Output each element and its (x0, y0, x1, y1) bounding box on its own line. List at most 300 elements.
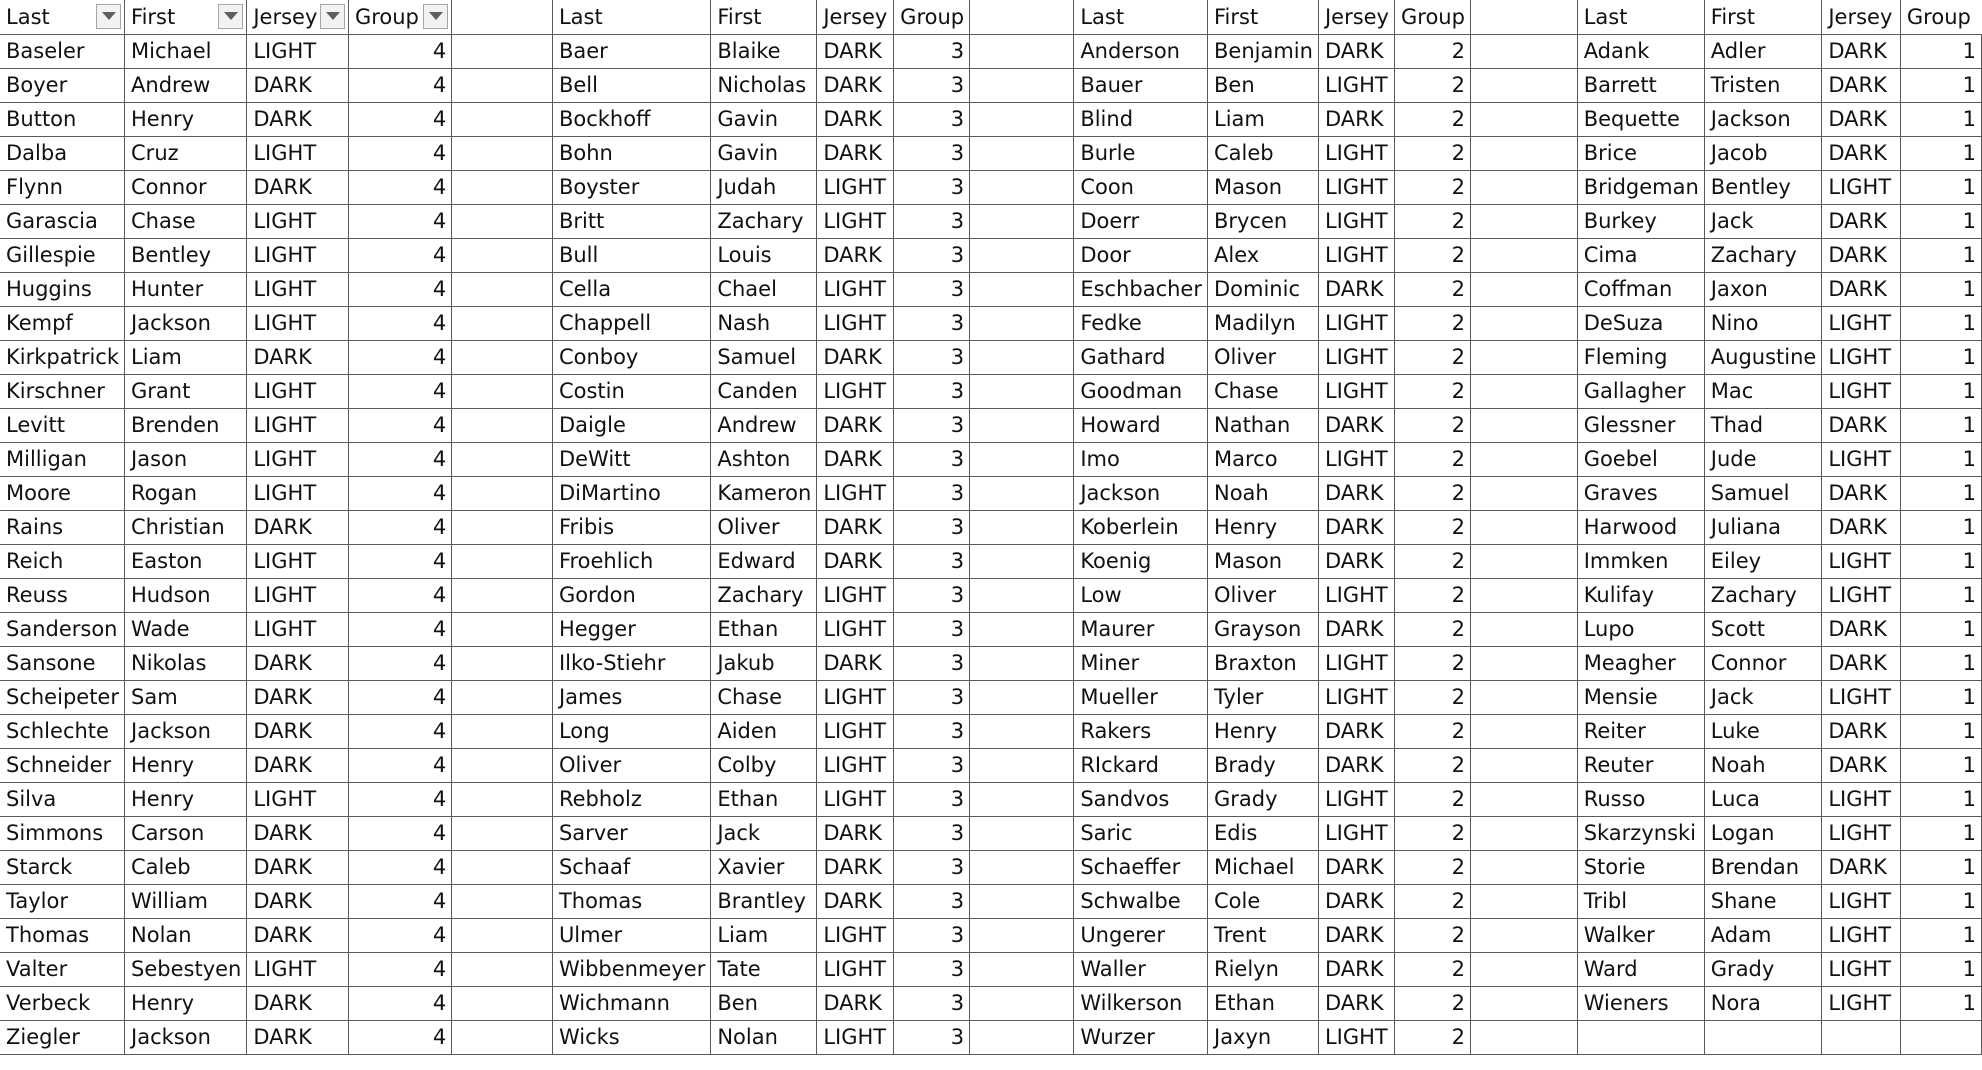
cell[interactable]: Simmons (0, 816, 125, 850)
cell[interactable]: 2 (1395, 1020, 1471, 1054)
cell[interactable]: DARK (1822, 510, 1901, 544)
cell[interactable]: 3 (894, 1020, 970, 1054)
cell[interactable]: LIGHT (1318, 442, 1394, 476)
empty-cell[interactable] (1470, 136, 1577, 170)
cell[interactable]: DARK (1318, 918, 1394, 952)
cell[interactable]: LIGHT (247, 442, 349, 476)
cell[interactable]: 1 (1900, 306, 1981, 340)
cell[interactable]: 4 (348, 952, 451, 986)
cell[interactable]: LIGHT (247, 952, 349, 986)
cell[interactable]: Blaike (711, 34, 817, 68)
cell[interactable]: Baseler (0, 34, 125, 68)
cell[interactable]: 2 (1395, 850, 1471, 884)
cell[interactable] (1704, 1020, 1822, 1054)
header-jersey[interactable]: Jersey (1822, 0, 1901, 34)
cell[interactable]: LIGHT (247, 34, 349, 68)
empty-cell[interactable] (970, 986, 1074, 1020)
cell[interactable]: LIGHT (247, 204, 349, 238)
header-group[interactable]: Group (348, 0, 451, 34)
cell[interactable]: LIGHT (817, 1020, 894, 1054)
cell[interactable]: DARK (817, 102, 894, 136)
cell[interactable]: Ethan (1208, 986, 1319, 1020)
cell[interactable]: DARK (1318, 748, 1394, 782)
cell[interactable]: DARK (1822, 204, 1901, 238)
empty-cell[interactable] (970, 340, 1074, 374)
cell[interactable]: Wibbenmeyer (552, 952, 710, 986)
cell[interactable]: 3 (894, 476, 970, 510)
cell[interactable]: Nash (711, 306, 817, 340)
cell[interactable]: 1 (1900, 272, 1981, 306)
empty-cell[interactable] (1470, 306, 1577, 340)
cell[interactable]: Ungerer (1074, 918, 1208, 952)
chevron-down-icon[interactable] (320, 4, 345, 29)
empty-cell[interactable] (970, 204, 1074, 238)
cell[interactable]: Adank (1577, 34, 1704, 68)
cell[interactable]: Jackson (125, 1020, 247, 1054)
cell[interactable]: 1 (1900, 102, 1981, 136)
header-jersey[interactable]: Jersey (1318, 0, 1394, 34)
empty-cell[interactable] (452, 68, 553, 102)
cell[interactable]: Oliver (552, 748, 710, 782)
cell[interactable]: DARK (1318, 102, 1394, 136)
cell[interactable]: Schneider (0, 748, 125, 782)
empty-cell[interactable] (452, 748, 553, 782)
cell[interactable]: 3 (894, 204, 970, 238)
cell[interactable]: DiMartino (552, 476, 710, 510)
cell[interactable]: 2 (1395, 816, 1471, 850)
empty-cell[interactable] (970, 272, 1074, 306)
empty-cell[interactable] (1470, 374, 1577, 408)
cell[interactable]: 2 (1395, 680, 1471, 714)
cell[interactable]: 4 (348, 612, 451, 646)
cell[interactable]: LIGHT (1822, 680, 1901, 714)
cell[interactable]: DARK (247, 170, 349, 204)
empty-cell[interactable] (1470, 238, 1577, 272)
cell[interactable]: 3 (894, 408, 970, 442)
cell[interactable]: Grady (1208, 782, 1319, 816)
cell[interactable]: LIGHT (817, 476, 894, 510)
cell[interactable]: Samuel (711, 340, 817, 374)
cell[interactable]: LIGHT (1822, 544, 1901, 578)
cell[interactable]: LIGHT (817, 374, 894, 408)
cell[interactable]: Ethan (711, 612, 817, 646)
cell[interactable]: Skarzynski (1577, 816, 1704, 850)
cell[interactable]: 4 (348, 374, 451, 408)
cell[interactable]: Reuss (0, 578, 125, 612)
cell[interactable]: Noah (1704, 748, 1822, 782)
cell[interactable]: Long (552, 714, 710, 748)
cell[interactable]: DARK (1822, 748, 1901, 782)
cell[interactable]: Sanderson (0, 612, 125, 646)
empty-cell[interactable] (970, 782, 1074, 816)
cell[interactable]: 2 (1395, 714, 1471, 748)
cell[interactable]: LIGHT (247, 476, 349, 510)
empty-cell[interactable] (1470, 442, 1577, 476)
cell[interactable]: 2 (1395, 102, 1471, 136)
cell[interactable]: LIGHT (817, 612, 894, 646)
cell[interactable]: 4 (348, 102, 451, 136)
cell[interactable]: Barrett (1577, 68, 1704, 102)
cell[interactable]: Ben (711, 986, 817, 1020)
cell[interactable]: Maurer (1074, 612, 1208, 646)
empty-cell[interactable] (452, 306, 553, 340)
cell[interactable]: 3 (894, 340, 970, 374)
header-group[interactable]: Group (1395, 0, 1471, 34)
cell[interactable]: LIGHT (817, 748, 894, 782)
cell[interactable]: Scott (1704, 612, 1822, 646)
cell[interactable]: Bequette (1577, 102, 1704, 136)
cell[interactable]: Schlechte (0, 714, 125, 748)
empty-cell[interactable] (970, 238, 1074, 272)
cell[interactable]: 4 (348, 136, 451, 170)
empty-cell[interactable] (452, 612, 553, 646)
cell[interactable]: 3 (894, 102, 970, 136)
cell[interactable]: 1 (1900, 680, 1981, 714)
cell[interactable]: 4 (348, 544, 451, 578)
empty-cell[interactable] (452, 442, 553, 476)
cell[interactable]: Fribis (552, 510, 710, 544)
cell[interactable]: 1 (1900, 340, 1981, 374)
cell[interactable]: LIGHT (247, 374, 349, 408)
cell[interactable]: 3 (894, 612, 970, 646)
cell[interactable]: DARK (247, 884, 349, 918)
cell[interactable]: 3 (894, 374, 970, 408)
cell[interactable]: Kirkpatrick (0, 340, 125, 374)
cell[interactable]: Hegger (552, 612, 710, 646)
cell[interactable]: 2 (1395, 952, 1471, 986)
cell[interactable]: Imo (1074, 442, 1208, 476)
cell[interactable]: LIGHT (817, 578, 894, 612)
cell[interactable]: Fleming (1577, 340, 1704, 374)
cell[interactable]: Gathard (1074, 340, 1208, 374)
cell[interactable]: DARK (1318, 612, 1394, 646)
cell[interactable]: Bauer (1074, 68, 1208, 102)
cell[interactable]: Alex (1208, 238, 1319, 272)
cell[interactable]: Bell (552, 68, 710, 102)
cell[interactable]: Baer (552, 34, 710, 68)
cell[interactable]: 4 (348, 170, 451, 204)
cell[interactable]: Henry (125, 782, 247, 816)
header-last[interactable]: Last (1577, 0, 1704, 34)
cell[interactable]: 3 (894, 34, 970, 68)
cell[interactable]: LIGHT (1318, 816, 1394, 850)
cell[interactable]: Shane (1704, 884, 1822, 918)
cell[interactable]: 3 (894, 306, 970, 340)
cell[interactable]: Samuel (1704, 476, 1822, 510)
cell[interactable]: DARK (1822, 714, 1901, 748)
cell[interactable]: 2 (1395, 306, 1471, 340)
empty-cell[interactable] (452, 238, 553, 272)
cell[interactable]: Graves (1577, 476, 1704, 510)
empty-cell[interactable] (970, 918, 1074, 952)
cell[interactable]: Canden (711, 374, 817, 408)
cell[interactable]: 3 (894, 578, 970, 612)
cell[interactable]: 2 (1395, 408, 1471, 442)
cell[interactable]: 2 (1395, 612, 1471, 646)
cell[interactable]: Saric (1074, 816, 1208, 850)
cell[interactable]: Wieners (1577, 986, 1704, 1020)
cell[interactable]: Bridgeman (1577, 170, 1704, 204)
empty-cell[interactable] (452, 510, 553, 544)
cell[interactable]: LIGHT (1822, 306, 1901, 340)
cell[interactable]: 3 (894, 952, 970, 986)
header-first[interactable]: First (711, 0, 817, 34)
cell[interactable]: 3 (894, 136, 970, 170)
cell[interactable]: Chael (711, 272, 817, 306)
cell[interactable]: DARK (817, 544, 894, 578)
cell[interactable]: Gordon (552, 578, 710, 612)
cell[interactable]: Liam (711, 918, 817, 952)
cell[interactable]: DARK (1822, 850, 1901, 884)
cell[interactable]: LIGHT (1822, 340, 1901, 374)
cell[interactable]: Nora (1704, 986, 1822, 1020)
cell[interactable]: DARK (1318, 476, 1394, 510)
cell[interactable]: Eiley (1704, 544, 1822, 578)
header-group[interactable]: Group (894, 0, 970, 34)
cell[interactable]: DARK (1822, 476, 1901, 510)
cell[interactable]: DARK (1318, 850, 1394, 884)
cell[interactable]: Cruz (125, 136, 247, 170)
cell[interactable]: DARK (247, 340, 349, 374)
empty-cell[interactable] (1470, 578, 1577, 612)
cell[interactable]: LIGHT (1318, 170, 1394, 204)
cell[interactable]: Caleb (125, 850, 247, 884)
cell[interactable]: 1 (1900, 136, 1981, 170)
empty-cell[interactable] (970, 34, 1074, 68)
cell[interactable]: 3 (894, 748, 970, 782)
cell[interactable]: Brady (1208, 748, 1319, 782)
cell[interactable]: Jude (1704, 442, 1822, 476)
cell[interactable]: LIGHT (817, 306, 894, 340)
cell[interactable]: Rains (0, 510, 125, 544)
cell[interactable]: Burle (1074, 136, 1208, 170)
cell[interactable]: DARK (817, 340, 894, 374)
header-first[interactable]: First (1208, 0, 1319, 34)
cell[interactable]: 1 (1900, 782, 1981, 816)
cell[interactable]: LIGHT (817, 952, 894, 986)
cell[interactable]: 3 (894, 272, 970, 306)
empty-cell[interactable] (452, 340, 553, 374)
cell[interactable]: Howard (1074, 408, 1208, 442)
cell[interactable]: LIGHT (1822, 170, 1901, 204)
cell[interactable]: Lupo (1577, 612, 1704, 646)
cell[interactable]: Aiden (711, 714, 817, 748)
cell[interactable]: Rebholz (552, 782, 710, 816)
cell[interactable]: LIGHT (817, 680, 894, 714)
cell[interactable]: LIGHT (1318, 374, 1394, 408)
header-first[interactable]: First (125, 0, 247, 34)
cell[interactable]: Garascia (0, 204, 125, 238)
cell[interactable]: Schaeffer (1074, 850, 1208, 884)
cell[interactable]: LIGHT (1822, 374, 1901, 408)
header-jersey[interactable]: Jersey (817, 0, 894, 34)
cell[interactable]: LIGHT (1822, 782, 1901, 816)
header-last[interactable]: Last (552, 0, 710, 34)
cell[interactable]: Brendan (1704, 850, 1822, 884)
cell[interactable]: Sam (125, 680, 247, 714)
cell[interactable]: Nathan (1208, 408, 1319, 442)
cell[interactable]: Jakub (711, 646, 817, 680)
cell[interactable]: DARK (817, 510, 894, 544)
cell[interactable]: 4 (348, 34, 451, 68)
cell[interactable]: Nino (1704, 306, 1822, 340)
empty-cell[interactable] (970, 646, 1074, 680)
empty-cell[interactable] (1470, 850, 1577, 884)
cell[interactable]: Zachary (711, 204, 817, 238)
cell[interactable]: DARK (817, 884, 894, 918)
empty-cell[interactable] (452, 272, 553, 306)
cell[interactable]: Valter (0, 952, 125, 986)
cell[interactable]: Nolan (125, 918, 247, 952)
cell[interactable]: James (552, 680, 710, 714)
empty-cell[interactable] (452, 476, 553, 510)
cell[interactable]: LIGHT (1822, 986, 1901, 1020)
cell[interactable]: Britt (552, 204, 710, 238)
cell[interactable]: 2 (1395, 136, 1471, 170)
cell[interactable]: DARK (817, 442, 894, 476)
cell[interactable]: 4 (348, 986, 451, 1020)
cell[interactable]: LIGHT (817, 782, 894, 816)
cell[interactable]: 2 (1395, 34, 1471, 68)
cell[interactable]: Low (1074, 578, 1208, 612)
cell[interactable]: Goebel (1577, 442, 1704, 476)
cell[interactable]: DARK (247, 816, 349, 850)
cell[interactable]: 4 (348, 238, 451, 272)
cell[interactable]: Miner (1074, 646, 1208, 680)
empty-cell[interactable] (970, 612, 1074, 646)
empty-cell[interactable] (970, 544, 1074, 578)
cell[interactable]: Kulifay (1577, 578, 1704, 612)
cell[interactable]: Bentley (125, 238, 247, 272)
cell[interactable]: LIGHT (1318, 578, 1394, 612)
cell[interactable]: Boyer (0, 68, 125, 102)
cell[interactable]: Schaaf (552, 850, 710, 884)
cell[interactable]: Louis (711, 238, 817, 272)
cell[interactable]: Koenig (1074, 544, 1208, 578)
cell[interactable]: DARK (817, 34, 894, 68)
cell[interactable]: Rogan (125, 476, 247, 510)
empty-cell[interactable] (1470, 272, 1577, 306)
cell[interactable]: Colby (711, 748, 817, 782)
cell[interactable]: 3 (894, 884, 970, 918)
cell[interactable]: Sarver (552, 816, 710, 850)
cell[interactable]: LIGHT (1318, 646, 1394, 680)
cell[interactable]: Connor (1704, 646, 1822, 680)
cell[interactable]: Andrew (125, 68, 247, 102)
cell[interactable]: Dalba (0, 136, 125, 170)
cell[interactable]: Mueller (1074, 680, 1208, 714)
cell[interactable]: Tristen (1704, 68, 1822, 102)
cell[interactable]: Wurzer (1074, 1020, 1208, 1054)
cell[interactable]: Tribl (1577, 884, 1704, 918)
cell[interactable]: LIGHT (1318, 238, 1394, 272)
empty-cell[interactable] (452, 578, 553, 612)
empty-cell[interactable] (970, 1020, 1074, 1054)
cell[interactable]: Grady (1704, 952, 1822, 986)
cell[interactable]: DARK (817, 68, 894, 102)
cell[interactable]: 1 (1900, 476, 1981, 510)
cell[interactable]: Hunter (125, 272, 247, 306)
cell[interactable]: Chase (125, 204, 247, 238)
cell[interactable]: Ziegler (0, 1020, 125, 1054)
empty-cell[interactable] (452, 680, 553, 714)
cell[interactable]: 1 (1900, 578, 1981, 612)
cell[interactable]: 2 (1395, 748, 1471, 782)
cell[interactable]: Reiter (1577, 714, 1704, 748)
empty-cell[interactable] (1470, 816, 1577, 850)
empty-cell[interactable] (1470, 408, 1577, 442)
empty-cell[interactable] (1470, 34, 1577, 68)
cell[interactable]: LIGHT (247, 306, 349, 340)
cell[interactable]: 2 (1395, 918, 1471, 952)
cell[interactable]: DARK (1822, 136, 1901, 170)
cell[interactable]: Thomas (552, 884, 710, 918)
cell[interactable]: Schwalbe (1074, 884, 1208, 918)
empty-cell[interactable] (452, 884, 553, 918)
cell[interactable] (1577, 1020, 1704, 1054)
cell[interactable]: LIGHT (1318, 1020, 1394, 1054)
header-first[interactable]: First (1704, 0, 1822, 34)
empty-cell[interactable] (452, 850, 553, 884)
cell[interactable]: Bohn (552, 136, 710, 170)
cell[interactable]: 2 (1395, 544, 1471, 578)
empty-cell[interactable] (970, 170, 1074, 204)
cell[interactable]: LIGHT (1822, 816, 1901, 850)
empty-cell[interactable] (452, 816, 553, 850)
cell[interactable]: Brantley (711, 884, 817, 918)
cell[interactable]: William (125, 884, 247, 918)
cell[interactable]: Reuter (1577, 748, 1704, 782)
cell[interactable]: Jack (711, 816, 817, 850)
cell[interactable]: LIGHT (817, 204, 894, 238)
chevron-down-icon[interactable] (423, 4, 448, 29)
cell[interactable]: Wilkerson (1074, 986, 1208, 1020)
cell[interactable]: Glessner (1577, 408, 1704, 442)
cell[interactable]: Taylor (0, 884, 125, 918)
cell[interactable]: 1 (1900, 170, 1981, 204)
cell[interactable] (1900, 1020, 1981, 1054)
cell[interactable]: Immken (1577, 544, 1704, 578)
empty-cell[interactable] (452, 374, 553, 408)
cell[interactable]: Jaxyn (1208, 1020, 1319, 1054)
cell[interactable]: 4 (348, 340, 451, 374)
cell[interactable]: Harwood (1577, 510, 1704, 544)
cell[interactable]: LIGHT (1318, 306, 1394, 340)
cell[interactable]: DARK (817, 136, 894, 170)
cell[interactable]: Henry (125, 102, 247, 136)
cell[interactable]: 2 (1395, 782, 1471, 816)
cell[interactable]: Eschbacher (1074, 272, 1208, 306)
cell[interactable]: Costin (552, 374, 710, 408)
cell[interactable]: Bockhoff (552, 102, 710, 136)
cell[interactable]: DARK (1822, 238, 1901, 272)
cell[interactable]: Button (0, 102, 125, 136)
cell[interactable]: 1 (1900, 510, 1981, 544)
cell[interactable]: 2 (1395, 442, 1471, 476)
cell[interactable]: LIGHT (247, 408, 349, 442)
cell[interactable]: Jack (1704, 680, 1822, 714)
cell[interactable]: Sandvos (1074, 782, 1208, 816)
cell[interactable]: 1 (1900, 374, 1981, 408)
cell[interactable]: Jackson (1704, 102, 1822, 136)
cell[interactable]: Meagher (1577, 646, 1704, 680)
cell[interactable]: Starck (0, 850, 125, 884)
empty-cell[interactable] (1470, 646, 1577, 680)
cell[interactable]: LIGHT (247, 612, 349, 646)
cell[interactable]: Easton (125, 544, 247, 578)
cell[interactable]: DARK (817, 816, 894, 850)
cell[interactable]: Mason (1208, 170, 1319, 204)
